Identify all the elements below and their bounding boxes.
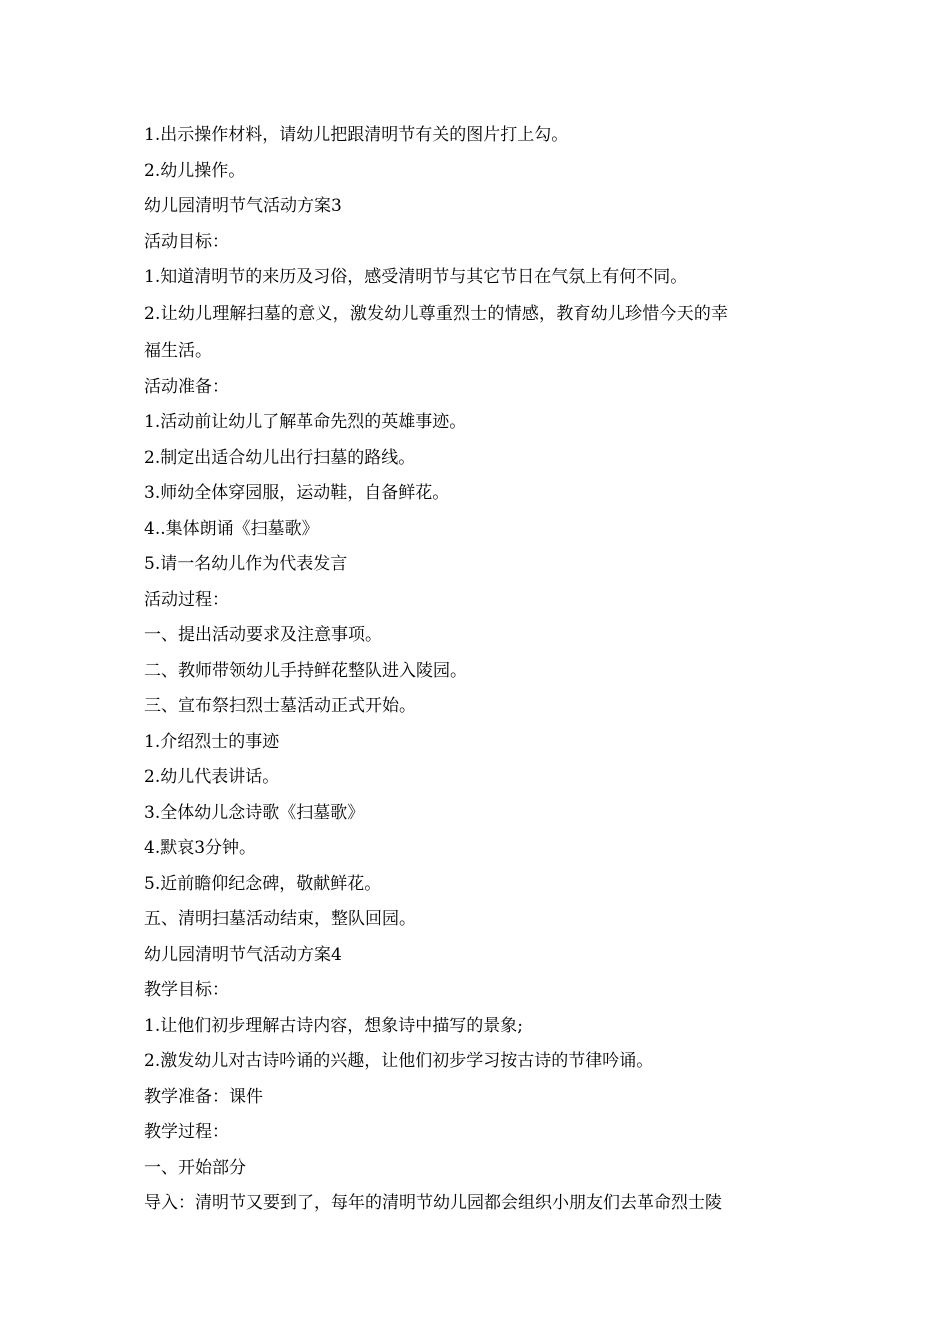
text-line: 一、开始部分 [144, 1157, 246, 1178]
text-line: 2.制定出适合幼儿出行扫墓的路线。 [144, 447, 416, 468]
text-line: 1.知道清明节的来历及习俗，感受清明节与其它节日在气氛上有何不同。 [144, 267, 688, 287]
text-line: 五、清明扫墓活动结束，整队回园。 [144, 909, 416, 929]
subheading: 活动过程： [144, 589, 229, 610]
text-line: 三、宣布祭扫烈士墓活动正式开始。 [144, 696, 416, 716]
text-line: 2.幼儿操作。 [144, 160, 246, 181]
section-title: 幼儿园清明节气活动方案4 [144, 944, 342, 965]
text-line: 福生活。 [144, 340, 212, 361]
subheading: 教学目标： [144, 980, 229, 1000]
text-line: 2.幼儿代表讲话。 [144, 767, 280, 787]
text-line: 1.让他们初步理解古诗内容，想象诗中描写的景象; [144, 1015, 523, 1036]
text-line: 二、教师带领幼儿手持鲜花整队进入陵园。 [144, 660, 467, 681]
subheading: 教学过程： [144, 1122, 229, 1142]
subheading: 活动目标： [144, 231, 229, 252]
text-line: 教学准备：课件 [144, 1086, 263, 1107]
text-line: 5.近前瞻仰纪念碑，敬献鲜花。 [144, 873, 382, 894]
document-body [144, 118, 814, 1222]
text-line: 4.默哀3分钟。 [144, 838, 257, 858]
subheading: 活动准备： [144, 376, 229, 397]
text-line: 5.请一名幼儿作为代表发言 [144, 554, 348, 574]
text-line: 1.介绍烈士的事迹 [144, 731, 280, 752]
text-line: 导入：清明节又要到了，每年的清明节幼儿园都会组织小朋友们去革命烈士陵 [144, 1193, 722, 1213]
text-line: 1.出示操作材料，请幼儿把跟清明节有关的图片打上勾。 [144, 125, 569, 145]
text-line: 2.让幼儿理解扫墓的意义，激发幼儿尊重烈士的情感，教育幼儿珍惜今天的幸 [144, 303, 729, 324]
text-line: 3.师幼全体穿园服，运动鞋，自备鲜花。 [144, 483, 450, 503]
text-line: 1.活动前让幼儿了解革命先烈的英雄事迹。 [144, 412, 467, 432]
section-title: 幼儿园清明节气活动方案3 [144, 196, 342, 216]
text-line: 一、提出活动要求及注意事项。 [144, 625, 382, 645]
text-line: 2.激发幼儿对古诗吟诵的兴趣，让他们初步学习按古诗的节律吟诵。 [144, 1051, 654, 1071]
text-line: 3.全体幼儿念诗歌《扫墓歌》 [144, 802, 365, 823]
text-line: 4..集体朗诵《扫墓歌》 [144, 518, 319, 539]
